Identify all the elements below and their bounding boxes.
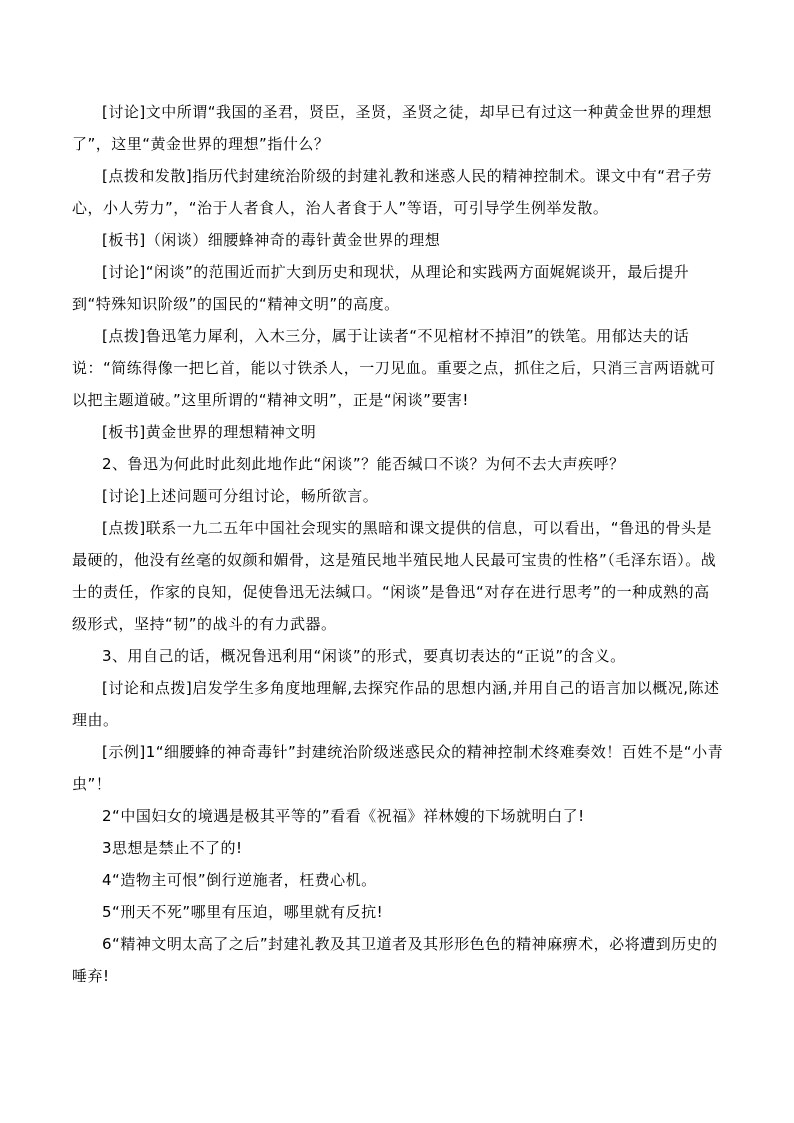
paragraph-question-2: 2、鲁迅为何此时此刻此地作此“闲谈”？能否缄口不谈？为何不去大声疾呼？ xyxy=(102,455,625,473)
paragraph-discussion-2: [讨论]“闲谈”的范围近而扩大到历史和现状，从理论和实践两方面娓娓谈开，最后提升到“特殊知识阶级”的国民的“精神文明”的高度。 xyxy=(72,263,690,313)
paragraph-board-2: [板书]黄金世界的理想精神文明 xyxy=(102,423,317,441)
paragraph-example-5: 5“刑天不死”哪里有压迫，哪里就有反抗! xyxy=(102,903,384,921)
paragraph-example-2: 2“中国妇女的境遇是极其平等的”看看《祝福》祥林嫂的下场就明白了! xyxy=(102,807,585,825)
paragraph-question-3: 3、用自己的话，概况鲁迅利用“闲谈”的形式，要真切表达的“正说”的含义。 xyxy=(102,647,626,665)
paragraph-discussion-1: [讨论]文中所谓“我国的圣君，贤臣，圣贤，圣贤之徒，却早已有过这一种黄金世界的理想了”，这里“黄金世界的理想”指什么？ xyxy=(72,103,712,153)
paragraph-example-1: [示例]1“细腰蜂的神奇毒针”封建统治阶级迷惑民众的精神控制术终难奏效！百姓不是“小青虫”！ xyxy=(72,743,724,793)
paragraph-board-1: [板书]（闲谈）细腰蜂神奇的毒针黄金世界的理想 xyxy=(102,231,441,249)
paragraph-discussion-guidance: [讨论和点拨]启发学生多角度地理解,去探究作品的思想内涵,并用自己的语言加以概况,陈述理由。 xyxy=(72,679,720,729)
document-body xyxy=(72,96,724,992)
paragraph-guidance-2: [点拨]鲁迅笔力犀利，入木三分，属于让读者“不见棺材不掉泪”的铁笔。用郁达夫的话说：“简练得像一把匕首，能以寸铁杀人，一刀见血。重要之点，抓住之后，只消三言两语就可以把主题道破。”这里所谓的“精神文明”，正是“闲谈”要害! xyxy=(72,327,716,409)
paragraph-guidance-3: [点拨]联系一九二五年中国社会现实的黑暗和课文提供的信息，可以看出，“鲁迅的骨头是最硬的，他没有丝毫的奴颜和媚骨，这是殖民地半殖民地人民最可宝贵的性格”（毛泽东语）。战士的责任，作家的良知，促使鲁迅无法缄口。“闲谈”是鲁迅“对存在进行思考”的一种成熟的高级形式，坚持“韧”的战斗的有力武器。 xyxy=(72,519,717,633)
paragraph-example-6: 6“精神文明太高了之后”封建礼教及其卫道者及其形形色色的精神麻痹术，必将遭到历史的唾弃! xyxy=(72,935,718,985)
paragraph-example-4: 4“造物主可恨”倒行逆施者，枉费心机。 xyxy=(102,871,377,889)
paragraph-guidance-1: [点拨和发散]指历代封建统治阶级的封建礼教和迷惑人民的精神控制术。课文中有“君子劳心，小人劳力”，“治于人者食人，治人者食于人”等语，可引导学生例举发散。 xyxy=(72,167,712,217)
paragraph-example-3: 3思想是禁止不了的! xyxy=(102,839,243,857)
paragraph-discussion-3: [讨论]上述问题可分组讨论，畅所欲言。 xyxy=(102,487,379,505)
